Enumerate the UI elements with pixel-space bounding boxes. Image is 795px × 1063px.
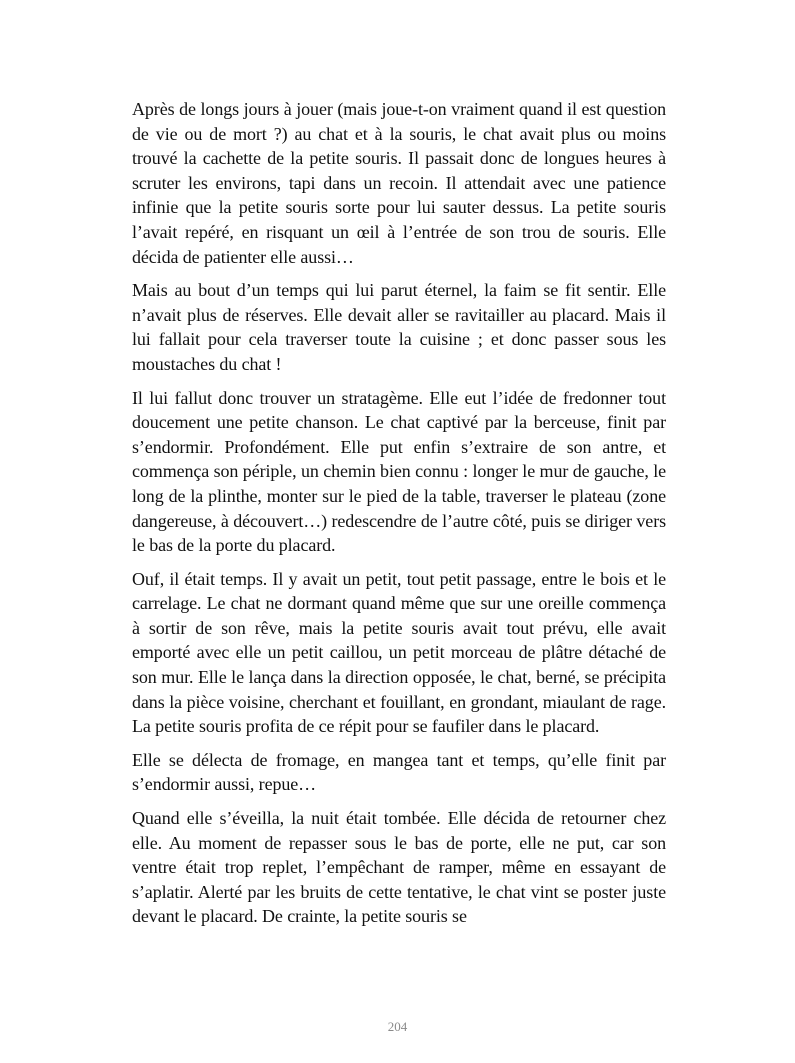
- paragraph-6: Quand elle s’éveilla, la nuit était tombée. Elle décida de retourner chez elle. Au moment de repasser sous le bas de porte, elle ne put, car son ventre était trop replet, l’empêchant de ramper, même en essayant de s’aplatir. Alerté par les bruits de cette tentative, le chat vint se poster juste devant le placard. De crainte, la petite souris se: [132, 808, 666, 927]
- body-text: [132, 97, 666, 938]
- paragraph-3: Il lui fallut donc trouver un stratagème. Elle eut l’idée de fredonner tout doucement une petite chanson. Le chat captivé par la berceuse, finit par s’endormir. Profondément. Elle put enfin s’extraire de son antre, et commença son périple, un chemin bien connu : longer le mur de gauche, le long de la plinthe, monter sur le pied de la table, traverser le plateau (zone dangereuse, à découvert…) redescendre de l’autre côté, puis se diriger vers le bas de la porte du placard.: [132, 387, 666, 556]
- paragraph-5: Elle se délecta de fromage, en mangea tant et temps, qu’elle finit par s’endormir aussi, repue…: [132, 749, 666, 795]
- paragraph-4: Ouf, il était temps. Il y avait un petit, tout petit passage, entre le bois et le carrelage. Le chat ne dormant quand même que sur une oreille commença à sortir de son rêve, mais la petite souris avait tout prévu, elle avait emporté avec elle un petit caillou, un petit morceau de plâtre détaché de son mur. Elle le lança dans la direction opposée, le chat, berné, se précipita dans la pièce voisine, cherchant et fouillant, en grondant, miaulant de rage. La petite souris profita de ce répit pour se faufiler dans le placard.: [132, 568, 666, 737]
- paragraph-2: Mais au bout d’un temps qui lui parut éternel, la faim se fit sentir. Elle n’avait plus de réserves. Elle devait aller se ravitailler au placard. Mais il lui fallait pour cela traverser toute la cuisine ; et donc passer sous les moustaches du chat !: [132, 280, 666, 374]
- page-number: 204: [387, 1019, 408, 1034]
- paragraph-1: Après de longs jours à jouer (mais joue-t-on vraiment quand il est question de vie ou de mort ?) au chat et à la souris, le chat avait plus ou moins trouvé la cachette de la petite souris. Il passait donc de longues heures à scruter les environs, tapi dans un recoin. Il attendait avec une patience infinie que la petite souris sorte pour lui sauter dessus. La petite souris l’avait repéré, en risquant un œil à l’entrée de son trou de souris. Elle décida de patienter elle aussi…: [132, 99, 666, 267]
